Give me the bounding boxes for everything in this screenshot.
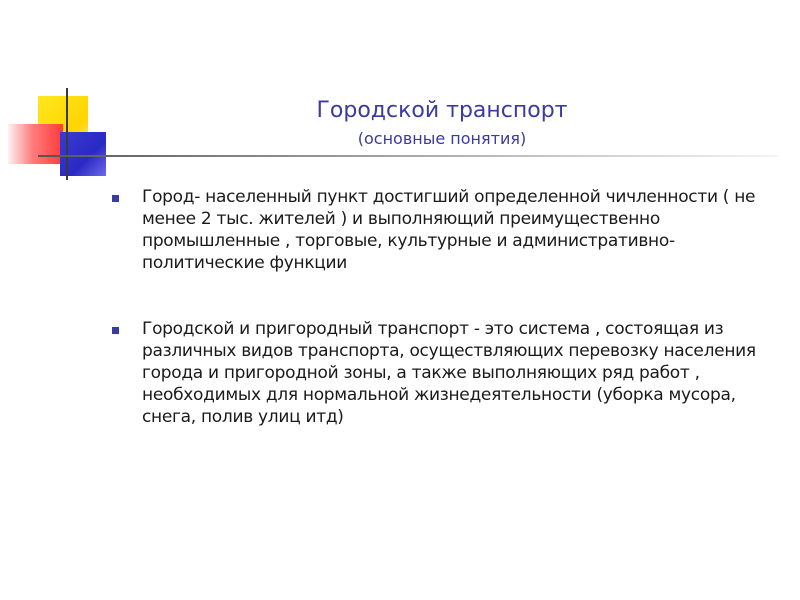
bullet-square-icon	[112, 327, 119, 334]
bullet-item-transport-definition	[112, 318, 772, 428]
slide-title: Городской транспорт	[316, 98, 568, 123]
horizontal-divider-line	[38, 155, 778, 157]
bullet-item-city-definition	[112, 186, 772, 274]
vertical-divider-line	[66, 88, 68, 180]
bullet-text: Город- населенный пункт достигший определенной чичленности ( не менее 2 тыс. жителей ) и выполняющий преимущественно промышленные , торговые, культурные и административно-политические функции	[142, 187, 756, 273]
red-square-decoration	[8, 124, 63, 164]
bullet-list	[112, 186, 772, 428]
slide-subtitle: (основные понятия)	[357, 129, 527, 148]
bullet-square-icon	[112, 195, 119, 202]
bullet-text: Городской и пригородный транспорт - это система , состоящая из различных видов транспорта, осуществляющих перевозку населения города и пригородной зоны, а также выполняющих ряд работ , необходимых для нормальной жизнедеятельности (уборка мусора, снега, полив улиц итд)	[142, 319, 756, 427]
